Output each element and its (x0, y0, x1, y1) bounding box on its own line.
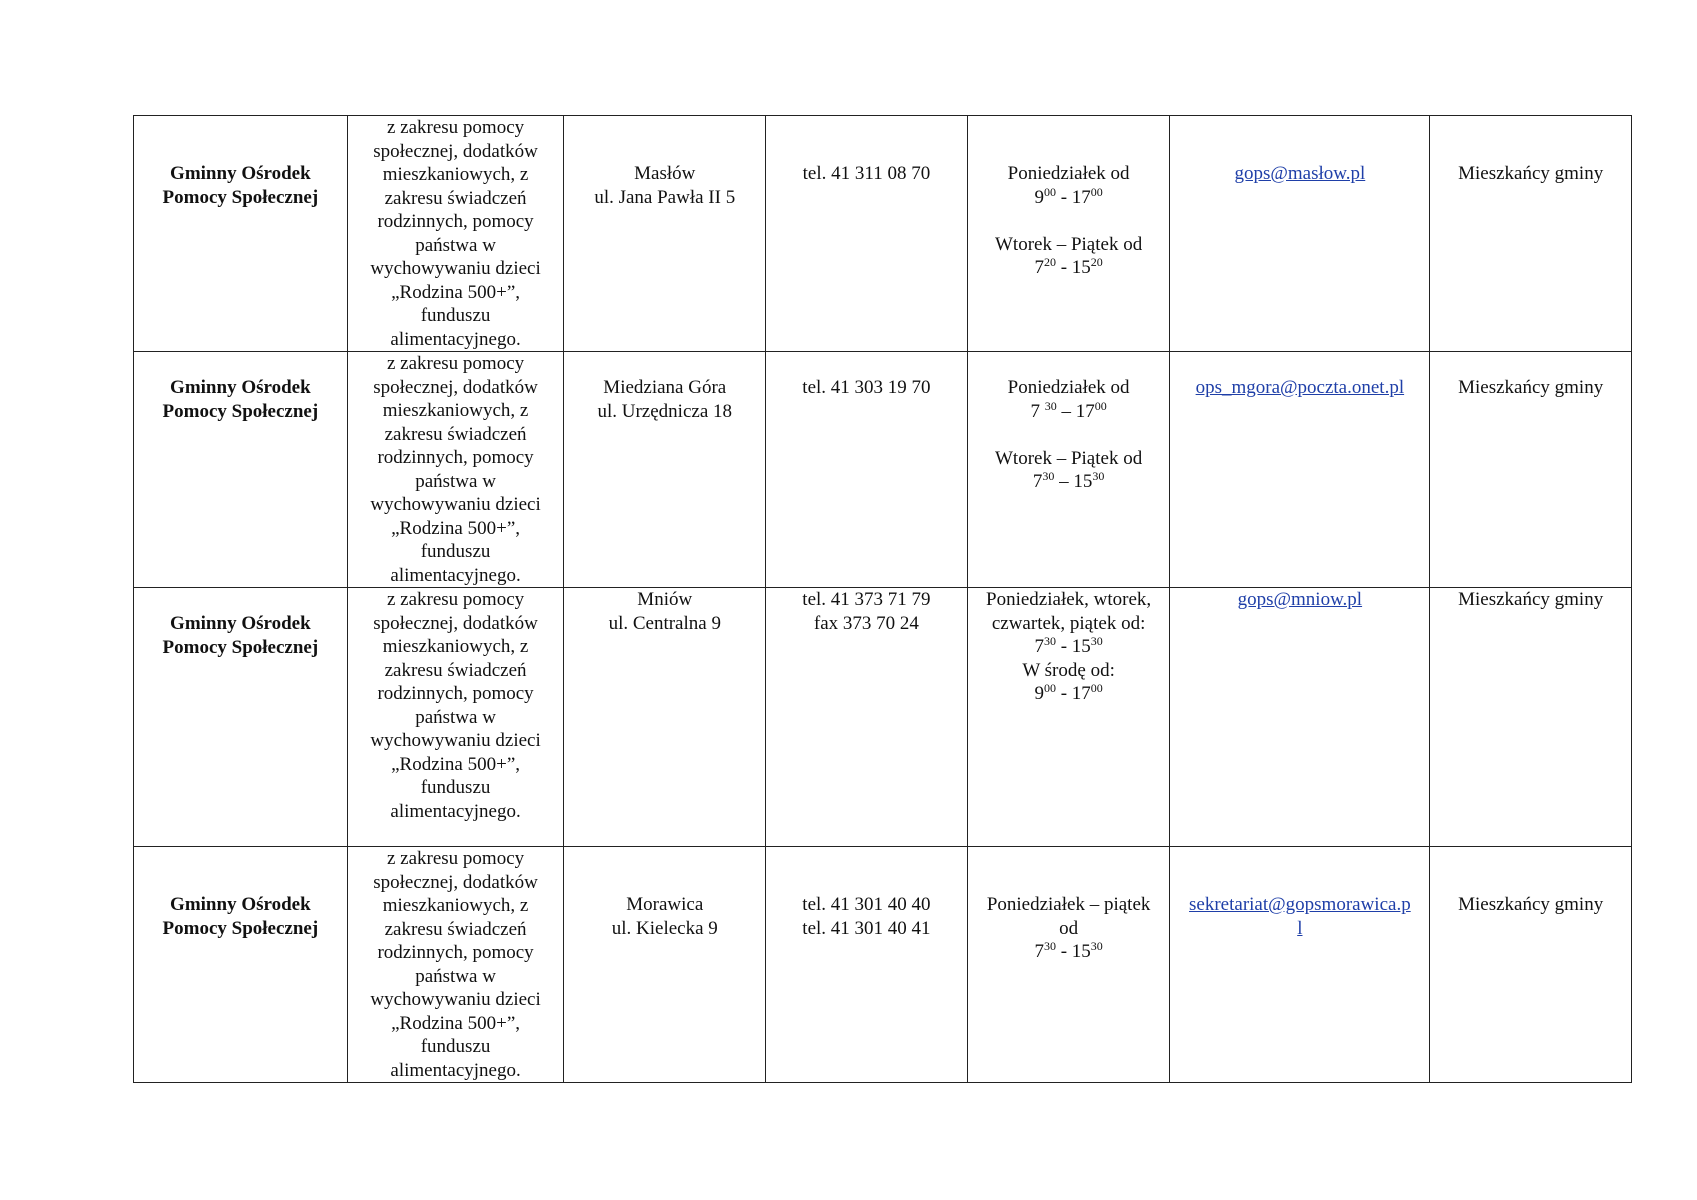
audience-cell (1430, 588, 1632, 847)
description-line: rodzinnych, pomocy (377, 683, 534, 704)
name-cell (134, 352, 348, 588)
description-line: alimentacyjnego. (390, 328, 521, 350)
audience-text: Mieszkańcy gminy (1458, 894, 1604, 915)
hours-label: Poniedziałek, wtorek, (986, 589, 1152, 610)
address-street: ul. Jana Pawła II 5 (594, 186, 736, 208)
description-line: alimentacyjnego. (390, 800, 521, 822)
institution-name-line: Pomocy Społecznej (162, 186, 319, 208)
address-cell (564, 352, 766, 588)
hours-label: od (1059, 917, 1079, 939)
email-cell (1170, 588, 1430, 847)
description-line: funduszu (420, 305, 491, 326)
description-cell (347, 847, 564, 1083)
hours-label: W środę od: (1022, 659, 1115, 681)
hours-label: Wtorek – Piątek od (994, 447, 1143, 469)
hours-time: $7^{30} - 15^{30}$ (1034, 634, 1103, 657)
description-line: z zakresu pomocy (386, 353, 525, 374)
description-line: społecznej, dodatków (373, 871, 538, 893)
description-line: „Rodzina 500+”, (391, 1012, 521, 1034)
email-cell (1170, 352, 1430, 588)
email-link[interactable]: gops@masłow.pl (1234, 163, 1366, 184)
hours-label: Wtorek – Piątek od (994, 233, 1143, 255)
name-cell (134, 116, 348, 352)
institution-name-line: Gminny Ośrodek (170, 377, 311, 398)
hours-cell (967, 352, 1170, 588)
hours-label: Poniedziałek od (1007, 377, 1130, 398)
description-line: funduszu (420, 777, 491, 798)
description-line: „Rodzina 500+”, (391, 281, 521, 303)
description-line: państwa w (415, 234, 496, 256)
description-cell (347, 588, 564, 847)
description-line: państwa w (415, 706, 496, 728)
description-line: „Rodzina 500+”, (391, 753, 521, 775)
description-cell (347, 116, 564, 352)
address-city: Masłów (634, 163, 696, 184)
address-street: ul. Centralna 9 (608, 612, 721, 634)
phone-number: tel. 41 311 08 70 (802, 163, 931, 184)
description-line: społecznej, dodatków (373, 140, 538, 162)
description-line: państwa w (415, 965, 496, 987)
description-line: zakresu świadczeń (384, 918, 527, 940)
description-line: społecznej, dodatków (373, 612, 538, 634)
hours-label: czwartek, piątek od: (991, 612, 1146, 634)
description-line: mieszkaniowych, z (382, 400, 529, 421)
description-line: wychowywaniu dzieci (370, 989, 541, 1010)
institution-name-line: Pomocy Społecznej (162, 636, 319, 658)
audience-text: Mieszkańcy gminy (1458, 163, 1604, 184)
table-row (134, 352, 1632, 588)
audience-text: Mieszkańcy gminy (1458, 377, 1604, 398)
hours-time: $7^{20} - 15^{20}$ (1034, 255, 1103, 278)
description-line: z zakresu pomocy (386, 589, 525, 610)
audience-cell (1430, 847, 1632, 1083)
phone-cell (766, 847, 968, 1083)
description-line: funduszu (420, 541, 491, 562)
address-cell (564, 116, 766, 352)
phone-number: tel. 41 373 71 79 (802, 589, 931, 610)
institution-name-line: Gminny Ośrodek (170, 163, 311, 184)
email-link[interactable]: sekretariat@gopsmorawica.p (1189, 894, 1411, 915)
hours-time: 7 $^{30} - 17^{00}$ (1030, 398, 1107, 422)
institutions-table (133, 115, 1632, 1083)
hours-label: Poniedziałek od (1007, 163, 1130, 184)
email-link[interactable]: gops@mniow.pl (1237, 589, 1363, 610)
address-cell (564, 847, 766, 1083)
description-line: rodzinnych, pomocy (377, 942, 534, 963)
email-cell (1170, 116, 1430, 352)
phone-cell (766, 588, 968, 847)
description-line: z zakresu pomocy (386, 848, 525, 869)
email-cell (1170, 847, 1430, 1083)
address-city: Mniów (637, 589, 693, 610)
address-city: Miedziana Góra (603, 377, 727, 398)
description-line: państwa w (415, 470, 496, 492)
table-row (134, 847, 1632, 1083)
description-line: wychowywaniu dzieci (370, 730, 541, 751)
hours-cell (967, 588, 1170, 847)
institution-name-line: Gminny Ośrodek (170, 894, 311, 915)
description-line: „Rodzina 500+”, (391, 517, 521, 539)
description-line: wychowywaniu dzieci (370, 494, 541, 515)
fax-number: fax 373 70 24 (813, 612, 919, 634)
description-line: zakresu świadczeń (384, 659, 527, 681)
description-cell (347, 352, 564, 588)
description-line: funduszu (420, 1036, 491, 1057)
hours-time: $7^{30} - 15^{30}$ (1032, 469, 1105, 492)
description-line: zakresu świadczeń (384, 423, 527, 445)
hours-time: $9^{00} - 17^{00}$ (1034, 681, 1103, 704)
email-link[interactable]: ops_mgora@poczta.onet.pl (1195, 377, 1405, 398)
name-cell (134, 847, 348, 1083)
description-line: z zakresu pomocy (386, 117, 525, 138)
hours-cell (967, 116, 1170, 352)
description-line: rodzinnych, pomocy (377, 211, 534, 232)
hours-time: $7^{30} - 15^{30}$ (1034, 939, 1103, 962)
institution-name-line: Pomocy Społecznej (162, 400, 319, 422)
table-row (134, 588, 1632, 847)
hours-cell (967, 847, 1170, 1083)
description-line: wychowywaniu dzieci (370, 258, 541, 279)
address-street: ul. Urzędnicza 18 (597, 400, 733, 422)
email-link-continuation[interactable]: l (1297, 917, 1303, 939)
phone-cell (766, 116, 968, 352)
description-line: zakresu świadczeń (384, 187, 527, 209)
description-line: społecznej, dodatków (373, 376, 538, 398)
name-cell (134, 588, 348, 847)
institution-name-line: Gminny Ośrodek (170, 613, 311, 634)
address-cell (564, 588, 766, 847)
hours-time: $9^{00} - 17^{00}$ (1034, 184, 1103, 208)
phone-number: tel. 41 301 40 41 (802, 917, 931, 939)
audience-text: Mieszkańcy gminy (1458, 589, 1604, 610)
institution-name-line: Pomocy Społecznej (162, 917, 319, 939)
description-line: alimentacyjnego. (390, 564, 521, 586)
phone-number: tel. 41 301 40 40 (802, 894, 931, 915)
description-line: alimentacyjnego. (390, 1059, 521, 1081)
phone-number: tel. 41 303 19 70 (802, 377, 931, 398)
description-line: mieszkaniowych, z (382, 636, 529, 657)
address-street: ul. Kielecka 9 (611, 917, 718, 939)
address-city: Morawica (626, 894, 704, 915)
description-line: rodzinnych, pomocy (377, 447, 534, 468)
audience-cell (1430, 352, 1632, 588)
phone-cell (766, 352, 968, 588)
table-row (134, 116, 1632, 352)
audience-cell (1430, 116, 1632, 352)
description-line: mieszkaniowych, z (382, 895, 529, 916)
hours-label: Poniedziałek – piątek (986, 894, 1151, 915)
description-line: mieszkaniowych, z (382, 164, 529, 185)
